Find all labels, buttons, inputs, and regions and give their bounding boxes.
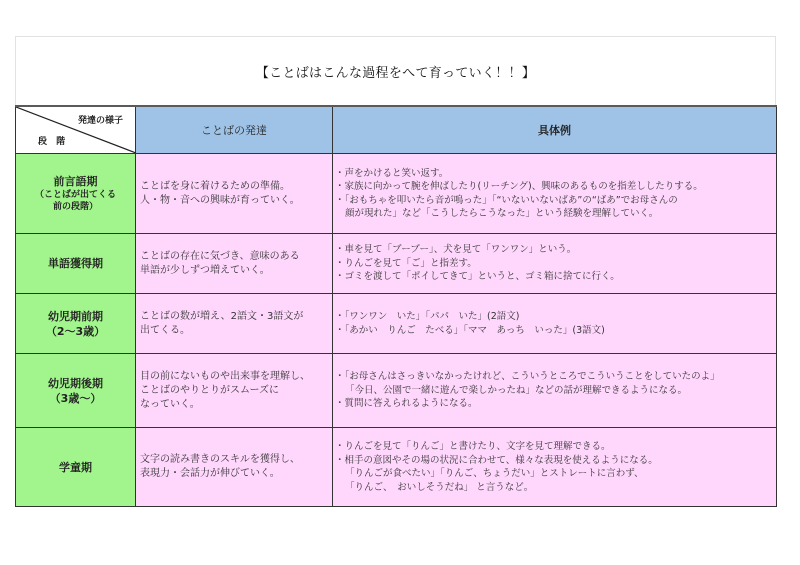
example-line: 顔が現れた」など「こうしたらこうなった」という経験を理解していく。 bbox=[345, 208, 659, 219]
development-cell bbox=[136, 354, 333, 428]
stage-name: 幼児期後期 bbox=[48, 376, 103, 390]
example-line: ・ゴミを渡して「ポイしてきて」というと、ゴミ箱に捨てに行く。 bbox=[335, 271, 620, 283]
example-line: ・りんごを見て「ご」と指差す。 bbox=[335, 257, 477, 269]
page-title: 【ことばはこんな過程をへて育っていく！！】 bbox=[255, 65, 536, 81]
stage-note: （ことばが出てくる bbox=[34, 190, 116, 200]
development-cell bbox=[136, 428, 333, 507]
examples-cell bbox=[333, 234, 777, 294]
stage-name: 前言語期 bbox=[53, 175, 98, 188]
table-row bbox=[16, 354, 777, 428]
corner-label-development: 発達の様子 bbox=[77, 116, 123, 126]
example-line: ・車を見て「ブーブー」、犬を見て「ワンワン」という。 bbox=[335, 244, 577, 256]
examples-cell bbox=[333, 294, 777, 354]
development-line: なっていく。 bbox=[140, 398, 200, 410]
development-line: 目の前にないものや出来事を理解し、 bbox=[140, 370, 310, 382]
column-header-development: ことばの発達 bbox=[136, 106, 333, 154]
table-row bbox=[16, 294, 777, 354]
stage-note: （3歳～） bbox=[49, 391, 102, 405]
example-line: 「りんご、 おいしそうだね」 と言うなど。 bbox=[345, 481, 534, 493]
stage-cell bbox=[16, 234, 136, 294]
development-line: ことばのやりとりがスムーズに bbox=[140, 384, 279, 396]
stage-cell bbox=[16, 154, 136, 234]
example-line: ・相手の意図やその場の状況に合わせて、様々な表現を使えるようになる。 bbox=[335, 454, 658, 466]
stage-note: （2～3歳） bbox=[45, 324, 106, 338]
table-row bbox=[16, 154, 777, 234]
stage-name: 単語獲得期 bbox=[48, 257, 103, 270]
language-development-table bbox=[15, 105, 777, 507]
development-line: ことばを身に着けるための準備。 bbox=[140, 180, 290, 192]
example-line: 「今日、公園で一緒に遊んで楽しかったね」などの話が理解できるようになる。 bbox=[345, 384, 688, 396]
title-box bbox=[15, 36, 776, 105]
example-line: ・「お母さんはさっきいなかったけれど、こういうところでこういうことをしていたのよ」 bbox=[335, 371, 720, 383]
stage-note: 前の段階） bbox=[52, 202, 98, 212]
stage-cell bbox=[16, 428, 136, 507]
example-line: ・「あかい りんご たべる」「ママ あっち いった」(3語文) bbox=[335, 324, 605, 336]
example-line: ・「おもちゃを叩いたら音が鳴った」「“いないいないばあ”の“ばあ”でお母さんの bbox=[335, 194, 678, 206]
examples-cell bbox=[333, 154, 777, 234]
example-line: ・声をかけると笑い返す。 bbox=[335, 167, 449, 179]
table-row bbox=[16, 428, 777, 507]
document-frame bbox=[15, 36, 776, 505]
development-cell bbox=[136, 234, 333, 294]
examples-cell bbox=[333, 354, 777, 428]
development-line: 文字の読み書きのスキルを獲得し、 bbox=[140, 454, 300, 465]
development-line: 人・物・音への興味が育っていく。 bbox=[140, 194, 300, 206]
column-header-examples: 具体例 bbox=[333, 106, 777, 154]
development-line: ことばの数が増え、2語文・3語文が bbox=[140, 310, 304, 322]
corner-label-stage: 段 階 bbox=[38, 137, 69, 147]
example-line: ・りんごを見て「りんご」と書けたり、文字を見て理解できる。 bbox=[335, 441, 611, 452]
examples-cell bbox=[333, 428, 777, 507]
development-cell bbox=[136, 154, 333, 234]
development-cell bbox=[136, 294, 333, 354]
development-line: 出てくる。 bbox=[140, 324, 190, 336]
stage-cell bbox=[16, 354, 136, 428]
example-line: ・家族に向かって腕を伸ばしたり(リーチング)、興味のあるものを指差ししたりする。 bbox=[335, 181, 703, 192]
corner-header-cell bbox=[16, 106, 136, 154]
header-row bbox=[16, 106, 777, 154]
development-line: 単語が少しずつ増えていく。 bbox=[140, 264, 270, 276]
stage-cell bbox=[16, 294, 136, 354]
example-line: 「りんごが食べたい」「りんご、ちょうだい」とストレートに言わず、 bbox=[345, 468, 644, 479]
stage-name: 幼児期前期 bbox=[48, 309, 103, 323]
development-line: 表現力・会話力が伸びていく。 bbox=[140, 468, 280, 479]
table-row bbox=[16, 234, 777, 294]
example-line: ・「ワンワン いた」「パパ いた」(2語文) bbox=[335, 311, 520, 322]
stage-name: 学童期 bbox=[59, 460, 92, 474]
example-line: ・質問に答えられるようになる。 bbox=[335, 398, 478, 410]
development-line: ことばの存在に気づき、意味のある bbox=[140, 250, 300, 262]
